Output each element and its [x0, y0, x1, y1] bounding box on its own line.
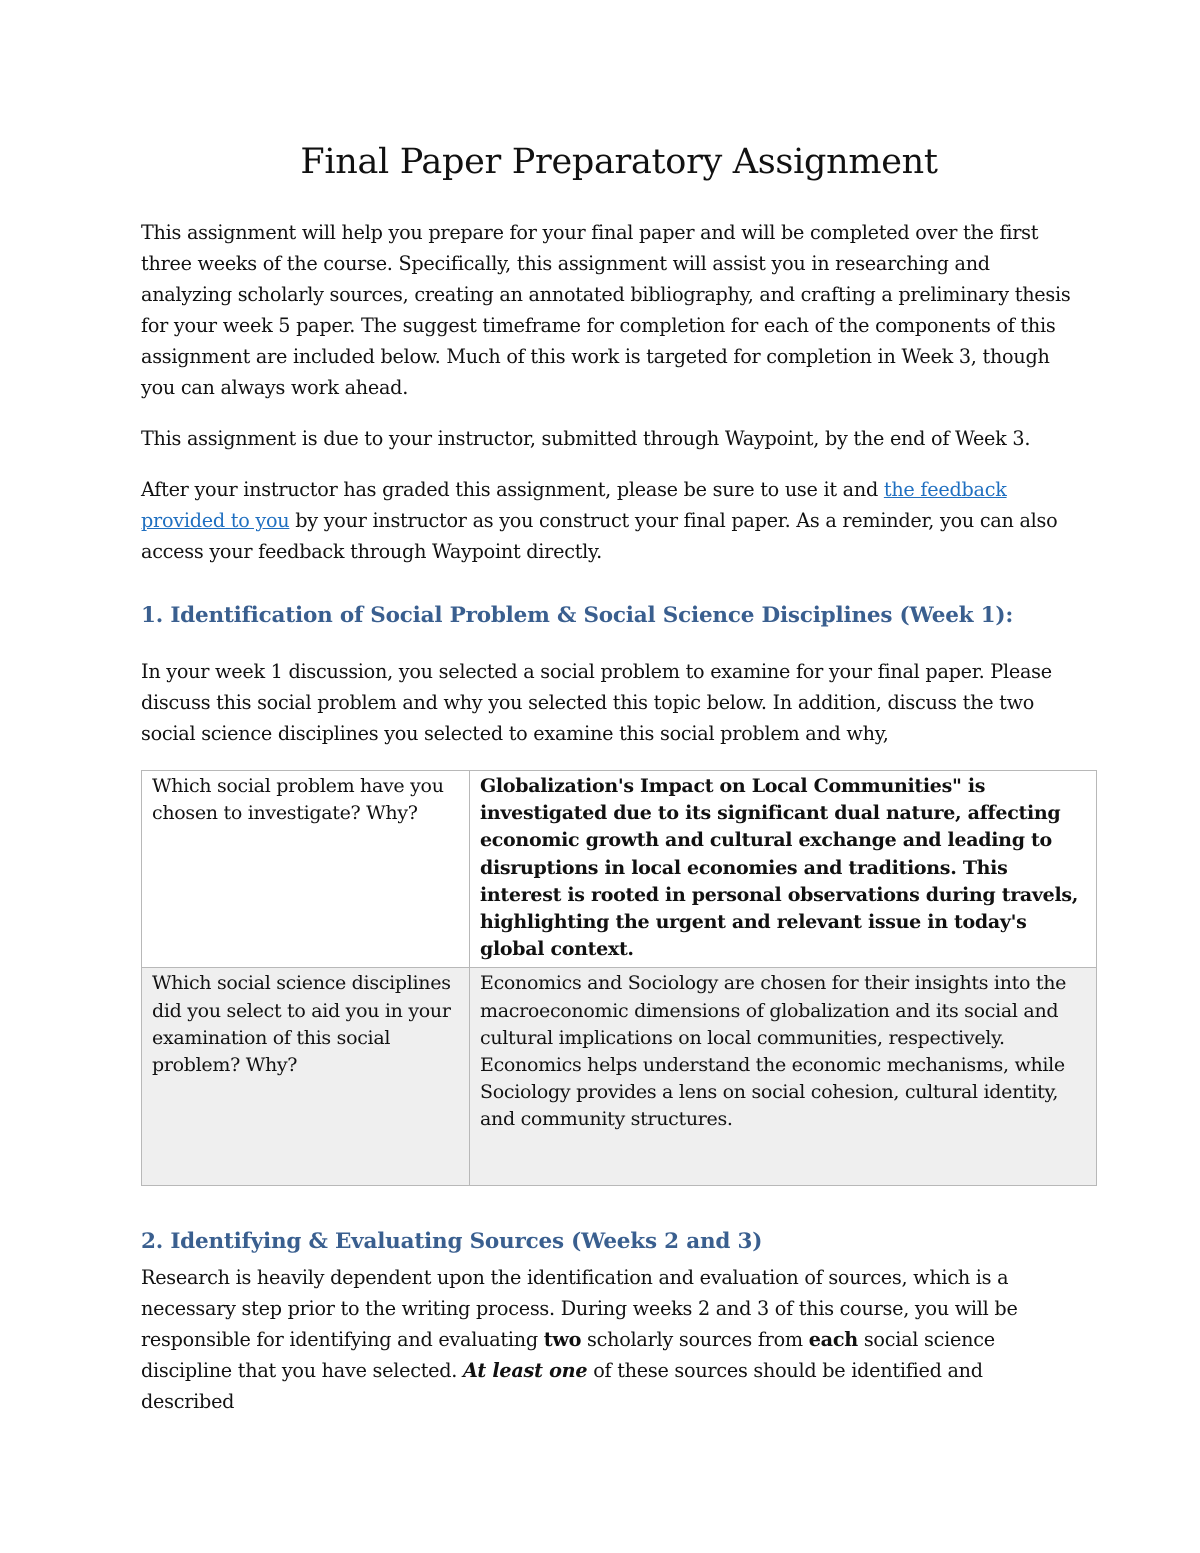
answer-cell[interactable]: Globalization's Impact on Local Communities" is investigated due to its significant dual nature, affecting economic growth and cultural exchange and leading to disruptions in local economies and traditions. This interest is rooted in personal observations during travels, highlighting the urgent and relevant issue in today's global context.	[470, 771, 1097, 968]
section2-heading: 2. Identifying & Evaluating Sources (Weeks 2 and 3)	[141, 1229, 763, 1254]
due-paragraph: This assignment is due to your instructor, submitted through Waypoint, by the end of Week 3.	[141, 427, 1031, 450]
section1-heading: 1. Identification of Social Problem & Social Science Disciplines (Week 1):	[141, 603, 1014, 628]
feedback-text-after: by your instructor as you construct your final paper. As a reminder, you can also access your feedback through Waypoint directly.	[141, 509, 1058, 563]
question-answer-table	[141, 770, 1097, 1186]
table-row	[142, 771, 1097, 968]
section2-bold-two: two	[543, 1328, 582, 1351]
section2-text-3: social science discipline that you have selected.	[141, 1328, 995, 1382]
section2-body	[141, 1262, 1081, 1417]
feedback-paragraph	[141, 474, 1081, 567]
section2-bold-italic: At least one	[463, 1359, 588, 1382]
answer-cell[interactable]: Economics and Sociology are chosen for their insights into the macroeconomic dimensions of globalization and its social and cultural implications on local communities, respectively. Economics helps understand the economic mechanisms, while Sociology provides a lens on social cohesion, cultural identity, and community structures.	[470, 968, 1097, 1186]
page-title: Final Paper Preparatory Assignment	[300, 142, 938, 182]
feedback-text-before: After your instructor has graded this assignment, please be sure to use it and	[141, 478, 884, 501]
intro-paragraph: This assignment will help you prepare for your final paper and will be completed over the first three weeks of the course. Specifically, this assignment will assist you in researching and analyzing scholarly sources, creating an annotated bibliography, and crafting a preliminary thesis for your week 5 paper. The suggest timeframe for completion for each of the components of this assignment are included below. Much of this work is targeted for completion in Week 3, though you can always work ahead.	[141, 221, 1071, 399]
section2-text-2: scholarly sources from	[581, 1328, 809, 1351]
section1-body: In your week 1 discussion, you selected a social problem to examine for your final paper. Please discuss this social problem and why you selected this topic below. In addition, discuss the two social science disciplines you selected to examine this social problem and why,	[141, 660, 1052, 745]
section2-text-1: Research is heavily dependent upon the identification and evaluation of sources, which is a necessary step prior to the writing process. During weeks 2 and 3 of this course, you will be responsible for identifying and evaluating	[141, 1266, 1018, 1351]
section2-text-4: of these sources should be identified and described	[141, 1359, 983, 1413]
question-cell: Which social problem have you chosen to investigate? Why?	[142, 771, 470, 968]
question-cell: Which social science disciplines did you select to aid you in your examination of this social problem? Why?	[142, 968, 470, 1186]
section2-bold-each: each	[808, 1328, 858, 1351]
table-row	[142, 968, 1097, 1186]
feedback-link[interactable]: the feedback provided to you	[141, 478, 1007, 532]
